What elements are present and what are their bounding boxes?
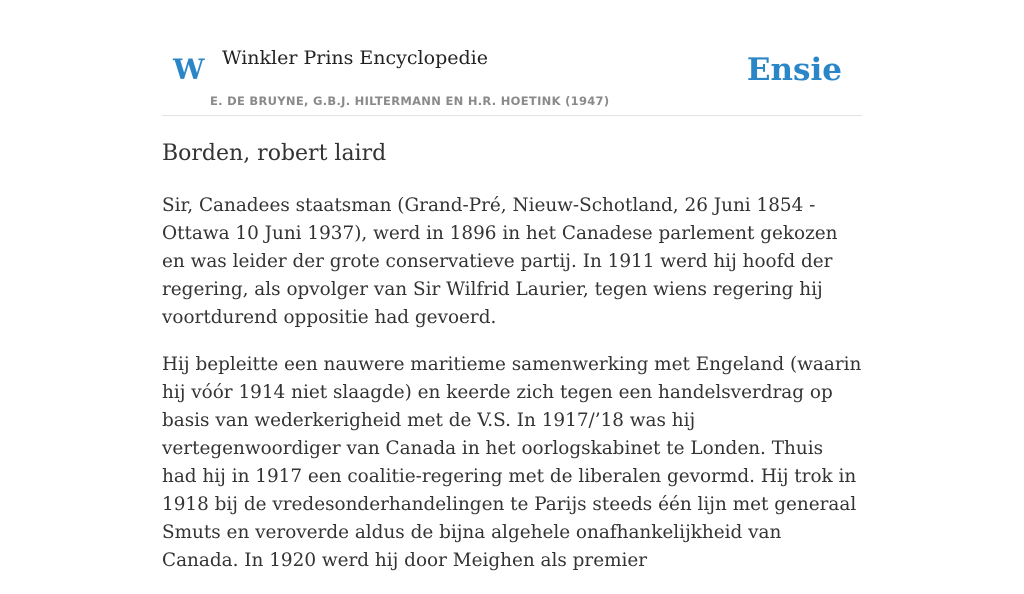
publication-header — [162, 40, 862, 116]
entry-paragraph-2: Hij bepleitte een nauwere maritieme samenwerking met Engeland (waarin hij vóór 1914 niet slaagde) en keerde zich tegen een handelsverdrag op basis van wederkerigheid met de V.S. In 1917/’18 was hij vertegenwoordiger van Canada in het oorlogskabinet te Londen. Thuis had hij in 1917 een coalitie-regering met de liberalen gevormd. Hij trok in 1918 bij de vredesonderhandelingen te Parijs steeds één lijn met generaal Smuts en veroverde aldus de bijna algehele onafhankelijkheid van Canada. In 1920 werd hij door Meighen als premier — [162, 354, 862, 571]
publication-authors: E. DE BRUYNE, G.B.J. HILTERMANN EN H.R. HOETINK (1947) — [210, 94, 610, 108]
entry-body — [162, 192, 862, 594]
publication-logo[interactable]: W — [173, 53, 205, 86]
entry-paragraph-1: Sir, Canadees staatsman (Grand-Pré, Nieuw-Schotland, 26 Juni 1854 - Ottawa 10 Juni 1937), werd in 1896 in het Canadese parlement gekozen en was leider der grote conservatieve partij. In 1911 werd hij hoofd der regering, als opvolger van Sir Wilfrid Laurier, tegen wiens regering hij voortdurend oppositie had gevoerd. — [162, 195, 838, 328]
ensie-logo[interactable]: Ensie — [746, 52, 842, 88]
entry-title: Borden, robert laird — [162, 141, 387, 166]
publication-title[interactable]: Winkler Prins Encyclopedie — [222, 47, 488, 69]
